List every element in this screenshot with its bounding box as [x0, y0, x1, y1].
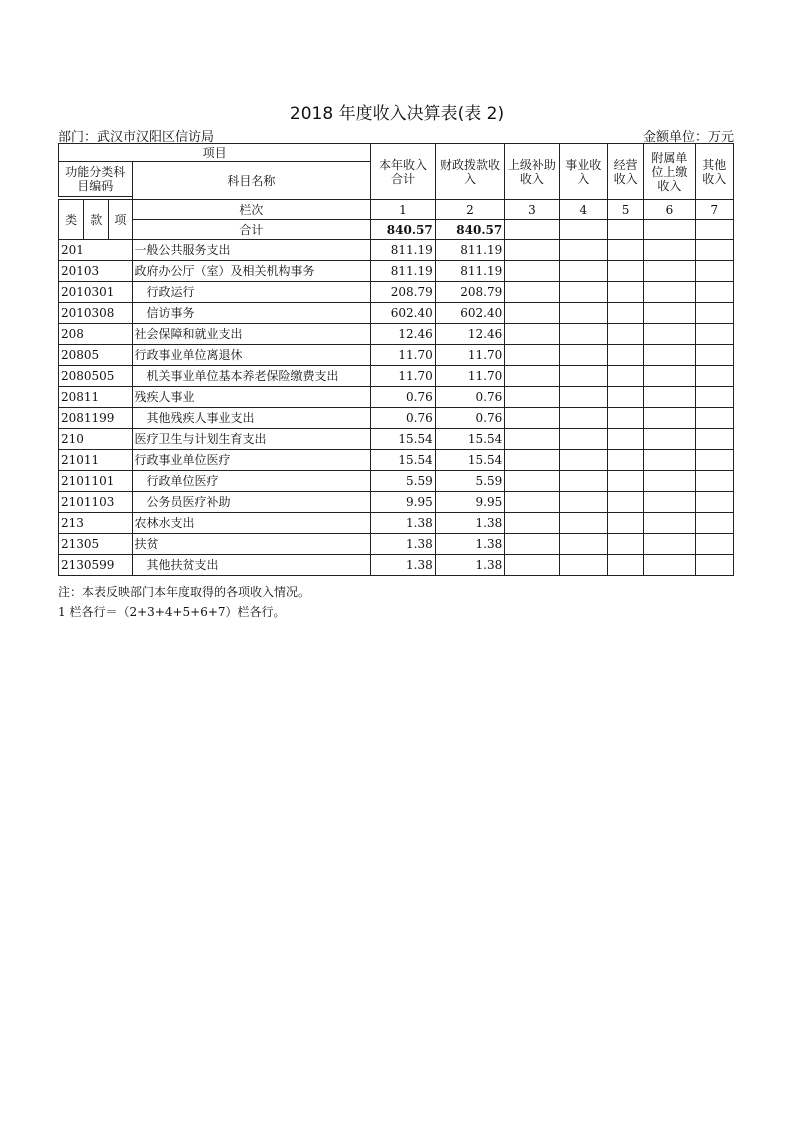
row-empty-cell [644, 408, 695, 429]
row-empty-cell [559, 408, 607, 429]
row-empty-cell [505, 492, 559, 513]
table-row [59, 408, 734, 429]
column-number: 6 [644, 200, 695, 220]
row-empty-cell [505, 450, 559, 471]
row-total-income: 1.38 [371, 513, 435, 534]
row-fiscal-appropriation: 12.46 [435, 324, 505, 345]
row-empty-cell [607, 303, 643, 324]
note-line: 1 栏各行＝（2+3+4+5+6+7）栏各行。 [58, 605, 286, 619]
header-col-4: 事业收入 [559, 144, 607, 200]
row-empty-cell [559, 261, 607, 282]
row-code: 2080505 [59, 366, 133, 387]
row-code: 20805 [59, 345, 133, 366]
row-fiscal-appropriation: 0.76 [435, 408, 505, 429]
row-total-income: 0.76 [371, 408, 435, 429]
unit-label: 金额单位：万元 [642, 130, 734, 145]
row-total-income: 9.95 [371, 492, 435, 513]
row-total-income: 15.54 [371, 450, 435, 471]
total-value [695, 220, 733, 240]
row-empty-cell [559, 303, 607, 324]
row-name: 政府办公厅（室）及相关机构事务 [132, 261, 371, 282]
row-empty-cell [695, 471, 733, 492]
row-empty-cell [644, 303, 695, 324]
header-item: 项目 [59, 144, 371, 162]
row-empty-cell [607, 282, 643, 303]
row-empty-cell [607, 555, 643, 576]
row-total-income: 11.70 [371, 366, 435, 387]
row-code: 2101103 [59, 492, 133, 513]
table-row [59, 345, 734, 366]
header-lanci: 栏次 [132, 200, 371, 220]
row-total-income: 15.54 [371, 429, 435, 450]
table-row [59, 303, 734, 324]
row-code: 20103 [59, 261, 133, 282]
table-row [59, 492, 734, 513]
row-empty-cell [559, 387, 607, 408]
row-code: 208 [59, 324, 133, 345]
row-code: 213 [59, 513, 133, 534]
table-row [59, 555, 734, 576]
total-label: 合计 [132, 220, 371, 240]
row-empty-cell [644, 261, 695, 282]
row-empty-cell [695, 324, 733, 345]
row-empty-cell [559, 555, 607, 576]
row-empty-cell [644, 450, 695, 471]
row-code: 2101101 [59, 471, 133, 492]
header-xiang: 项 [109, 200, 132, 240]
header-col-2: 财政拨款收入 [435, 144, 505, 200]
row-fiscal-appropriation: 602.40 [435, 303, 505, 324]
column-number: 2 [435, 200, 505, 220]
department-label: 部门：武汉市汉阳区信访局 [58, 130, 215, 145]
table-row [59, 282, 734, 303]
header-col-3: 上级补助收入 [505, 144, 559, 200]
row-empty-cell [695, 303, 733, 324]
header-col-6: 附属单位上缴收入 [644, 144, 695, 200]
row-empty-cell [505, 471, 559, 492]
row-fiscal-appropriation: 9.95 [435, 492, 505, 513]
row-fiscal-appropriation: 1.38 [435, 534, 505, 555]
row-empty-cell [607, 492, 643, 513]
row-empty-cell [559, 450, 607, 471]
row-empty-cell [644, 555, 695, 576]
row-code: 2010308 [59, 303, 133, 324]
row-code: 210 [59, 429, 133, 450]
row-name: 行政事业单位医疗 [132, 450, 371, 471]
table-row [59, 366, 734, 387]
row-code: 20811 [59, 387, 133, 408]
row-total-income: 5.59 [371, 471, 435, 492]
total-value: 840.57 [371, 220, 435, 240]
row-empty-cell [505, 513, 559, 534]
row-code: 201 [59, 240, 133, 261]
header-col-1: 本年收入合计 [371, 144, 435, 200]
total-value [607, 220, 643, 240]
row-name: 行政运行 [132, 282, 371, 303]
row-empty-cell [695, 513, 733, 534]
row-empty-cell [559, 345, 607, 366]
row-total-income: 12.46 [371, 324, 435, 345]
row-total-income: 1.38 [371, 555, 435, 576]
row-fiscal-appropriation: 1.38 [435, 513, 505, 534]
row-empty-cell [644, 324, 695, 345]
table-row [59, 429, 734, 450]
total-value [644, 220, 695, 240]
row-name: 行政事业单位离退休 [132, 345, 371, 366]
table-row [59, 450, 734, 471]
row-empty-cell [505, 366, 559, 387]
row-empty-cell [559, 324, 607, 345]
row-empty-cell [695, 534, 733, 555]
header-col-5: 经营收入 [607, 144, 643, 200]
row-fiscal-appropriation: 0.76 [435, 387, 505, 408]
row-empty-cell [505, 534, 559, 555]
row-fiscal-appropriation: 811.19 [435, 261, 505, 282]
row-empty-cell [644, 387, 695, 408]
notes [58, 582, 310, 622]
row-empty-cell [695, 282, 733, 303]
row-total-income: 811.19 [371, 240, 435, 261]
row-empty-cell [695, 408, 733, 429]
row-empty-cell [607, 471, 643, 492]
row-empty-cell [607, 261, 643, 282]
row-empty-cell [695, 366, 733, 387]
row-empty-cell [505, 429, 559, 450]
table-row [59, 513, 734, 534]
row-empty-cell [559, 534, 607, 555]
note-line: 注：本表反映部门本年度取得的各项收入情况。 [58, 585, 311, 599]
row-total-income: 602.40 [371, 303, 435, 324]
row-empty-cell [607, 534, 643, 555]
row-empty-cell [607, 366, 643, 387]
row-empty-cell [644, 240, 695, 261]
row-code: 2130599 [59, 555, 133, 576]
income-table [58, 143, 734, 576]
row-name: 医疗卫生与计划生育支出 [132, 429, 371, 450]
row-total-income: 11.70 [371, 345, 435, 366]
row-empty-cell [695, 555, 733, 576]
row-name: 机关事业单位基本养老保险缴费支出 [132, 366, 371, 387]
row-empty-cell [559, 366, 607, 387]
table-row [59, 261, 734, 282]
row-empty-cell [505, 345, 559, 366]
column-number: 3 [505, 200, 559, 220]
row-empty-cell [644, 366, 695, 387]
row-empty-cell [505, 282, 559, 303]
row-empty-cell [505, 261, 559, 282]
row-total-income: 1.38 [371, 534, 435, 555]
header-subject-name: 科目名称 [132, 162, 371, 200]
column-number: 4 [559, 200, 607, 220]
row-empty-cell [695, 387, 733, 408]
row-fiscal-appropriation: 15.54 [435, 450, 505, 471]
row-empty-cell [644, 429, 695, 450]
row-empty-cell [607, 429, 643, 450]
row-empty-cell [607, 513, 643, 534]
table-row [59, 387, 734, 408]
row-name: 社会保障和就业支出 [132, 324, 371, 345]
header-kuan: 款 [84, 200, 109, 240]
row-name: 其他扶贫支出 [132, 555, 371, 576]
row-empty-cell [505, 240, 559, 261]
row-empty-cell [695, 450, 733, 471]
row-empty-cell [559, 492, 607, 513]
row-empty-cell [559, 513, 607, 534]
row-fiscal-appropriation: 1.38 [435, 555, 505, 576]
row-name: 公务员医疗补助 [132, 492, 371, 513]
row-empty-cell [559, 471, 607, 492]
total-value [559, 220, 607, 240]
table-row [59, 471, 734, 492]
row-empty-cell [695, 429, 733, 450]
row-name: 信访事务 [132, 303, 371, 324]
row-empty-cell [607, 240, 643, 261]
row-empty-cell [644, 534, 695, 555]
table-row [59, 534, 734, 555]
row-code: 21011 [59, 450, 133, 471]
row-name: 扶贫 [132, 534, 371, 555]
row-empty-cell [644, 282, 695, 303]
column-number: 1 [371, 200, 435, 220]
row-empty-cell [559, 429, 607, 450]
row-empty-cell [644, 471, 695, 492]
row-total-income: 0.76 [371, 387, 435, 408]
row-empty-cell [695, 261, 733, 282]
row-name: 一般公共服务支出 [132, 240, 371, 261]
row-empty-cell [695, 345, 733, 366]
row-total-income: 811.19 [371, 261, 435, 282]
row-name: 农林水支出 [132, 513, 371, 534]
row-empty-cell [505, 555, 559, 576]
row-fiscal-appropriation: 11.70 [435, 345, 505, 366]
row-name: 残疾人事业 [132, 387, 371, 408]
row-empty-cell [505, 387, 559, 408]
row-code: 2081199 [59, 408, 133, 429]
row-total-income: 208.79 [371, 282, 435, 303]
row-empty-cell [607, 387, 643, 408]
row-code: 21305 [59, 534, 133, 555]
page-title: 2018 年度收入决算表(表 2) [289, 104, 505, 124]
column-number: 5 [607, 200, 643, 220]
total-value [505, 220, 559, 240]
total-value: 840.57 [435, 220, 505, 240]
row-fiscal-appropriation: 5.59 [435, 471, 505, 492]
row-empty-cell [695, 492, 733, 513]
row-empty-cell [607, 450, 643, 471]
column-number: 7 [695, 200, 733, 220]
header-lei: 类 [59, 200, 84, 240]
table-row [59, 324, 734, 345]
table-row [59, 240, 734, 261]
row-fiscal-appropriation: 811.19 [435, 240, 505, 261]
row-empty-cell [505, 303, 559, 324]
row-code: 2010301 [59, 282, 133, 303]
header-func-code: 功能分类科目编码 [59, 162, 133, 197]
row-empty-cell [644, 513, 695, 534]
row-empty-cell [644, 492, 695, 513]
row-name: 行政单位医疗 [132, 471, 371, 492]
row-empty-cell [607, 408, 643, 429]
row-empty-cell [559, 282, 607, 303]
header-col-7: 其他收入 [695, 144, 733, 200]
row-fiscal-appropriation: 11.70 [435, 366, 505, 387]
row-empty-cell [607, 345, 643, 366]
row-empty-cell [695, 240, 733, 261]
row-empty-cell [559, 240, 607, 261]
row-fiscal-appropriation: 208.79 [435, 282, 505, 303]
row-empty-cell [644, 345, 695, 366]
row-fiscal-appropriation: 15.54 [435, 429, 505, 450]
row-name: 其他残疾人事业支出 [132, 408, 371, 429]
row-empty-cell [505, 408, 559, 429]
row-empty-cell [505, 324, 559, 345]
row-empty-cell [607, 324, 643, 345]
